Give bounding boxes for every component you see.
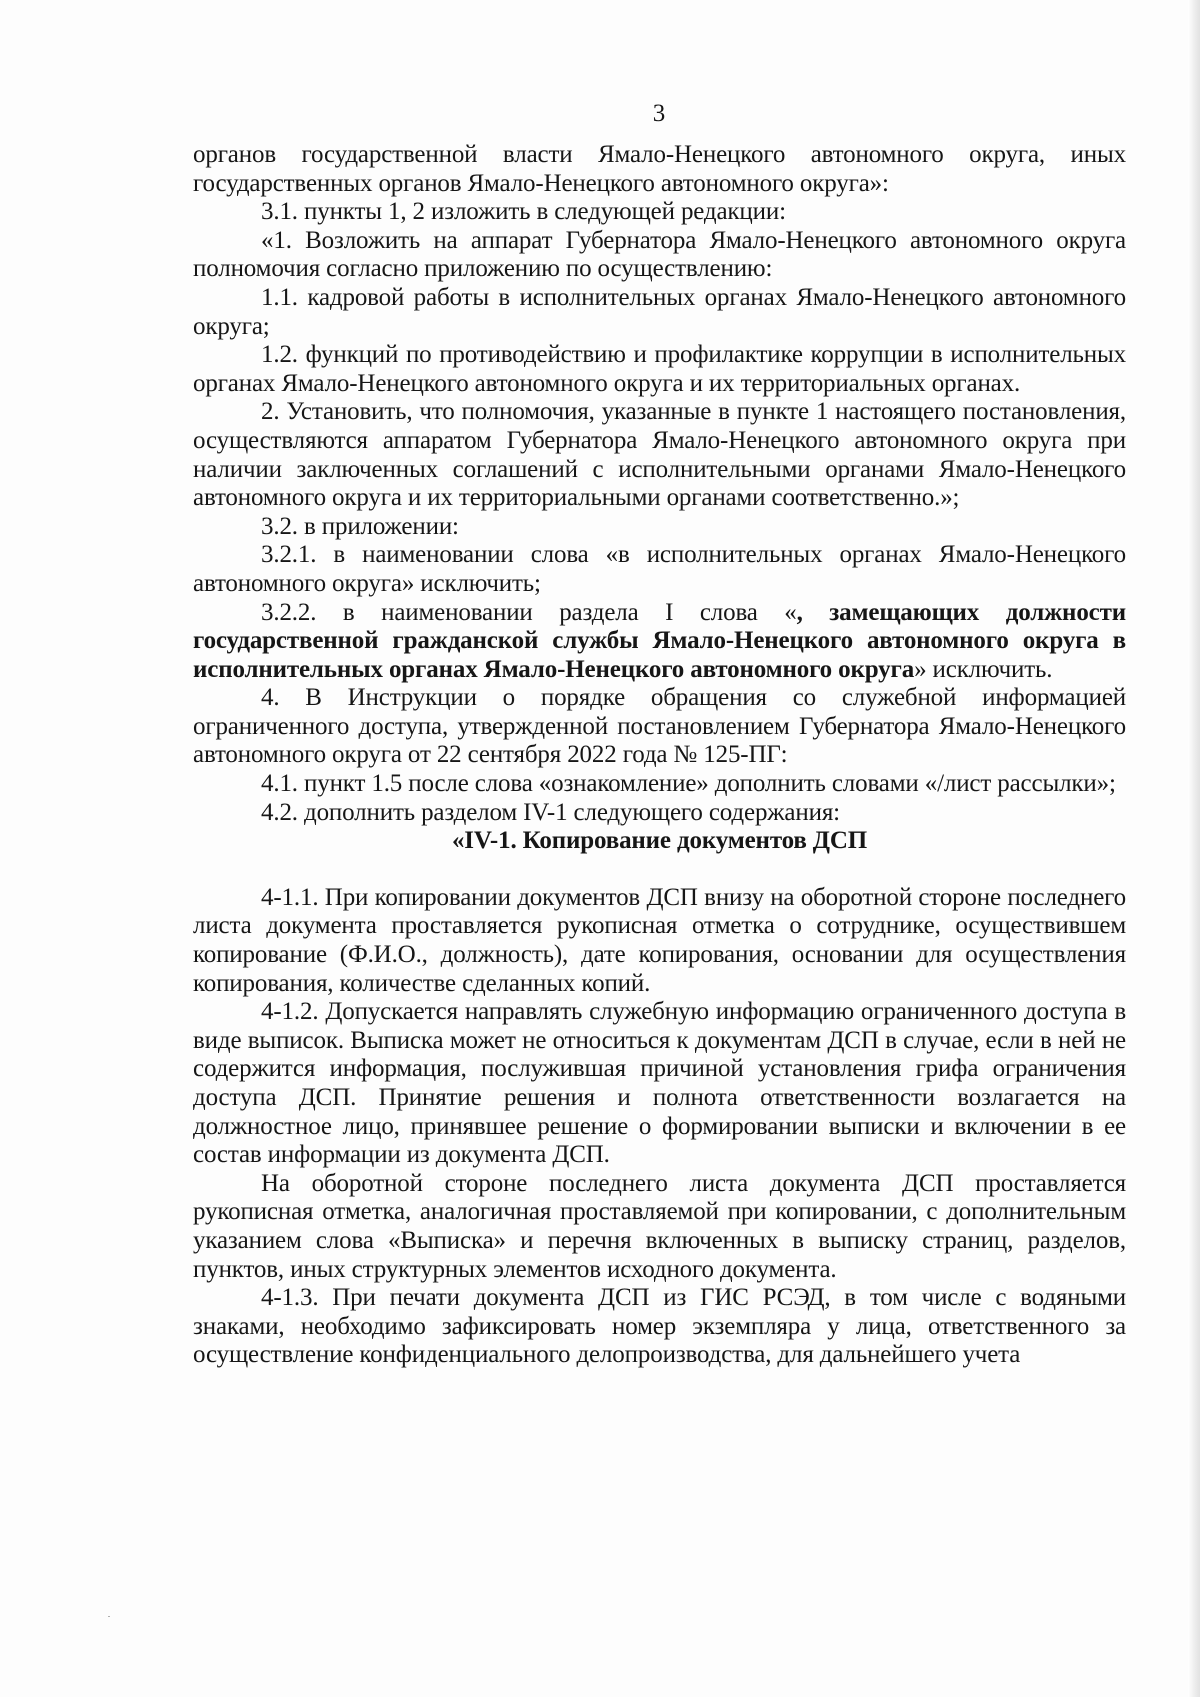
paragraph: На оборотной стороне последнего листа документа ДСП проставляется рукописная отметка, аналогичная проставляемой при копировании, с дополнительным указанием слова «Выписка» и перечня включенных в выписку страниц, разделов, пунктов, иных структурных элементов исходного документа. [193, 1169, 1126, 1283]
paragraph: 3.2.1. в наименовании слова «в исполнительных органах Ямало-Ненецкого автономного округа» исключить; [193, 541, 1126, 597]
page-number: 3 [652, 100, 666, 127]
paragraph: 3.1. пункты 1, 2 изложить в следующей редакции: [261, 198, 786, 226]
document-body [193, 141, 1126, 1370]
section-heading: «IV-1. Копирование документов ДСП [451, 827, 868, 855]
page-edge-shadow [1188, 0, 1200, 1697]
paragraph-prefix: 3.2.2. в наименовании раздела I слова « [261, 598, 797, 626]
paragraph-suffix: » исключить. [914, 655, 1053, 683]
paragraph: 2. Установить, что полномочия, указанные в пункте 1 настоящего постановления, осуществляются аппаратом Губернатора Ямало-Ненецкого автономного округа при наличии заключенных соглашений с исполнительными органами Ямало-Ненецкого автономного округа и их территориальными органами соответственно.»; [193, 398, 1126, 512]
bold-quote: , замещающих должности государственной гражданской службы Ямало-Ненецкого автономного округа в исполнительных органах Ямало-Ненецкого автономного округа [193, 598, 1126, 683]
paragraph: 1.2. функций по противодействию и профилактике коррупции в исполнительных органах Ямало-Ненецкого автономного округа и их территориальных органах. [193, 341, 1126, 397]
paragraph-with-bold [193, 599, 1126, 685]
scan-speck [108, 1616, 110, 1617]
paragraph: 1.1. кадровой работы в исполнительных органах Ямало-Ненецкого автономного округа; [193, 283, 1126, 340]
paragraph: 4.1. пункт 1.5 после слова «ознакомление» дополнить словами «/лист рассылки»; [261, 770, 1116, 798]
paragraph: 4-1.1. При копировании документов ДСП внизу на оборотной стороне последнего листа документа проставляется рукописная отметка о сотруднике, осуществившем копирование (Ф.И.О., должность), дате копирования, основании для осуществления копирования, количестве сделанных копий. [193, 883, 1126, 997]
paragraph: 4.2. дополнить разделом IV-1 следующего содержания: [261, 798, 840, 826]
paragraph: 4. В Инструкции о порядке обращения со служебной информацией ограниченного доступа, утвержденной постановлением Губернатора Ямало-Ненецкого автономного округа от 22 сентября 2022 года № 125-ПГ: [193, 684, 1126, 769]
paragraph: органов государственной власти Ямало-Ненецкого автономного округа, иных государственных органов Ямало-Ненецкого автономного округа»: [193, 141, 1126, 197]
paragraph: 3.2. в приложении: [261, 512, 459, 540]
paragraph: «1. Возложить на аппарат Губернатора Ямало-Ненецкого автономного округа полномочия согласно приложению по осуществлению: [193, 226, 1126, 283]
paragraph: 4-1.2. Допускается направлять служебную информацию ограниченного доступа в виде выписок. Выписка может не относиться к документам ДСП в случае, если в ней не содержится информация, послужившая причиной установления грифа ограничения доступа ДСП. Принятие решения и полнота ответственности возлагается на должностное лицо, принявшее решение о формировании выписки и включении в ее состав информации из документа ДСП. [193, 998, 1126, 1169]
paragraph: 4-1.3. При печати документа ДСП из ГИС РСЭД, в том числе с водяными знаками, необходимо зафиксировать номер экземпляра у лица, ответственного за осуществление конфиденциального делопроизводства, для дальнейшего учета [193, 1284, 1126, 1369]
